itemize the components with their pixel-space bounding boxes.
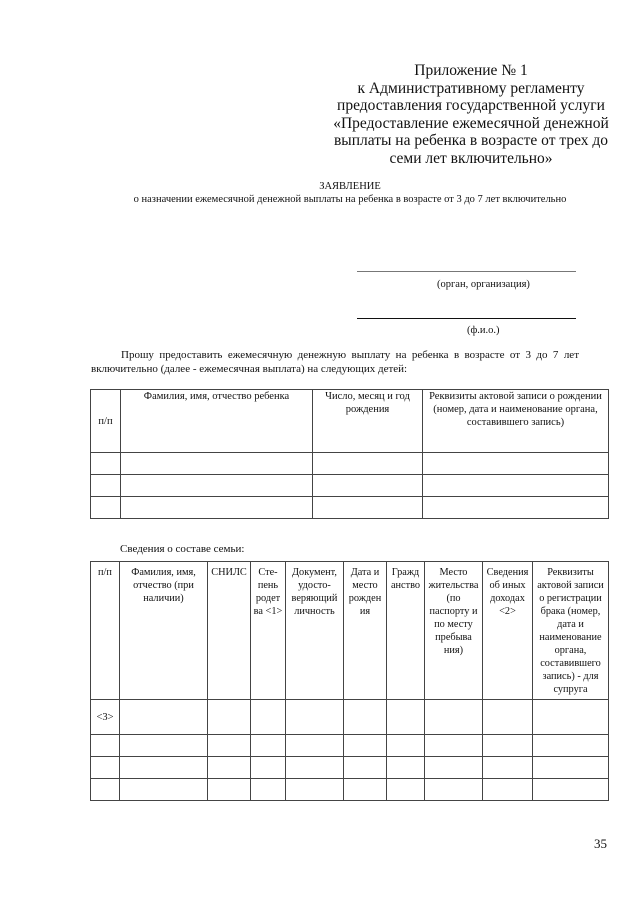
children-header-cell: Число, месяц и год рождения [313, 390, 423, 453]
table-cell[interactable] [344, 779, 387, 801]
table-row [91, 453, 609, 475]
family-header-cell: п/п [91, 562, 120, 700]
table-cell[interactable] [91, 735, 120, 757]
table-cell[interactable] [425, 700, 483, 735]
table-cell[interactable] [344, 735, 387, 757]
family-header-cell: Место жительства (по паспорту и по месту пребыва ния) [425, 562, 483, 700]
children-header-cell: Реквизиты актовой записи о рождении (номер, дата и наименование органа, составившего запись) [423, 390, 609, 453]
family-section-caption: Сведения о составе семьи: [120, 543, 245, 555]
table-cell[interactable] [208, 779, 251, 801]
table-cell[interactable] [423, 497, 609, 519]
children-table-header-row [91, 390, 609, 453]
table-cell[interactable] [483, 735, 533, 757]
table-cell[interactable] [423, 453, 609, 475]
table-cell[interactable] [91, 779, 120, 801]
table-cell[interactable] [483, 700, 533, 735]
table-row [91, 757, 609, 779]
family-header-cell: Документ, удосто-веряющий личность [286, 562, 344, 700]
table-cell[interactable] [286, 700, 344, 735]
document-title: ЗАЯВЛЕНИЕ [319, 181, 381, 192]
family-header-cell: Сведения об иных доходах <2> [483, 562, 533, 700]
table-cell[interactable] [425, 757, 483, 779]
table-cell[interactable] [483, 779, 533, 801]
table-cell[interactable] [387, 779, 425, 801]
children-header-cell: Фамилия, имя, отчество ребенка [121, 390, 313, 453]
table-cell[interactable] [387, 757, 425, 779]
table-cell[interactable] [533, 700, 609, 735]
table-cell[interactable] [533, 735, 609, 757]
appendix-line: выплаты на ребенка в возрасте от трех до [333, 132, 609, 149]
table-cell[interactable] [120, 735, 208, 757]
fio-field-line[interactable] [357, 318, 576, 319]
table-cell[interactable] [533, 757, 609, 779]
appendix-line: предоставления государственной услуги [337, 97, 605, 114]
table-cell[interactable] [208, 735, 251, 757]
appendix-line: «Предоставление ежемесячной денежной [333, 114, 609, 132]
table-cell[interactable] [121, 497, 313, 519]
family-table-body [91, 700, 609, 801]
table-cell[interactable] [483, 757, 533, 779]
table-cell[interactable] [286, 757, 344, 779]
family-table [90, 561, 609, 801]
appendix-line: Приложение № 1 [414, 62, 528, 79]
family-table-header-row [91, 562, 609, 700]
table-cell[interactable] [251, 757, 286, 779]
family-header-cell: Гражд анство [387, 562, 425, 700]
table-cell[interactable] [251, 700, 286, 735]
fio-field-caption: (ф.и.о.) [467, 325, 500, 336]
table-cell[interactable] [425, 735, 483, 757]
table-cell[interactable] [286, 735, 344, 757]
table-cell[interactable] [91, 497, 121, 519]
table-cell[interactable] [91, 475, 121, 497]
table-row [91, 497, 609, 519]
appendix-line: к Административному регламенту [357, 79, 585, 97]
table-row [91, 779, 609, 801]
table-cell[interactable] [208, 757, 251, 779]
table-cell[interactable] [423, 475, 609, 497]
page-number: 35 [594, 836, 607, 851]
table-cell[interactable] [121, 475, 313, 497]
table-cell[interactable] [533, 779, 609, 801]
children-table [90, 389, 609, 519]
table-cell[interactable] [251, 779, 286, 801]
table-row [91, 475, 609, 497]
table-cell[interactable] [286, 779, 344, 801]
table-cell[interactable]: <3> [91, 700, 120, 735]
table-row [91, 700, 609, 735]
table-cell[interactable] [120, 757, 208, 779]
table-cell[interactable] [313, 475, 423, 497]
organ-field-line[interactable] [357, 271, 576, 272]
table-row [91, 735, 609, 757]
document-subtitle: о назначении ежемесячной денежной выплаты на ребенка в возрасте от 3 до 7 лет включительно [133, 194, 567, 205]
table-cell[interactable] [91, 453, 121, 475]
family-header-cell: СНИЛС [208, 562, 251, 700]
table-cell[interactable] [344, 700, 387, 735]
table-cell[interactable] [121, 453, 313, 475]
table-cell[interactable] [313, 497, 423, 519]
family-header-cell: Фамилия, имя, отчество (при наличии) [120, 562, 208, 700]
request-paragraph: Прошу предоставить ежемесячную денежную выплату на ребенка в возрасте от 3 до 7 лет включительно (далее - ежемесячная выплата) на следующих детей: [91, 349, 579, 375]
table-cell[interactable] [91, 757, 120, 779]
table-cell[interactable] [387, 735, 425, 757]
table-cell[interactable] [208, 700, 251, 735]
family-header-cell: Дата и место рожден ия [344, 562, 387, 700]
table-cell[interactable] [387, 700, 425, 735]
table-cell[interactable] [425, 779, 483, 801]
table-cell[interactable] [120, 700, 208, 735]
appendix-line: семи лет включительно» [389, 149, 553, 167]
children-header-cell: п/п [91, 390, 121, 453]
table-cell[interactable] [313, 453, 423, 475]
organ-field-caption: (орган, организация) [437, 279, 530, 290]
family-header-cell: Реквизиты актовой записи о регистрации брака (номер, дата и наименование органа, составившего запись) - для супруга [533, 562, 609, 700]
table-cell[interactable] [251, 735, 286, 757]
appendix-header [322, 62, 620, 167]
table-cell[interactable] [344, 757, 387, 779]
family-header-cell: Сте-пень родет ва <1> [251, 562, 286, 700]
table-cell[interactable] [120, 779, 208, 801]
